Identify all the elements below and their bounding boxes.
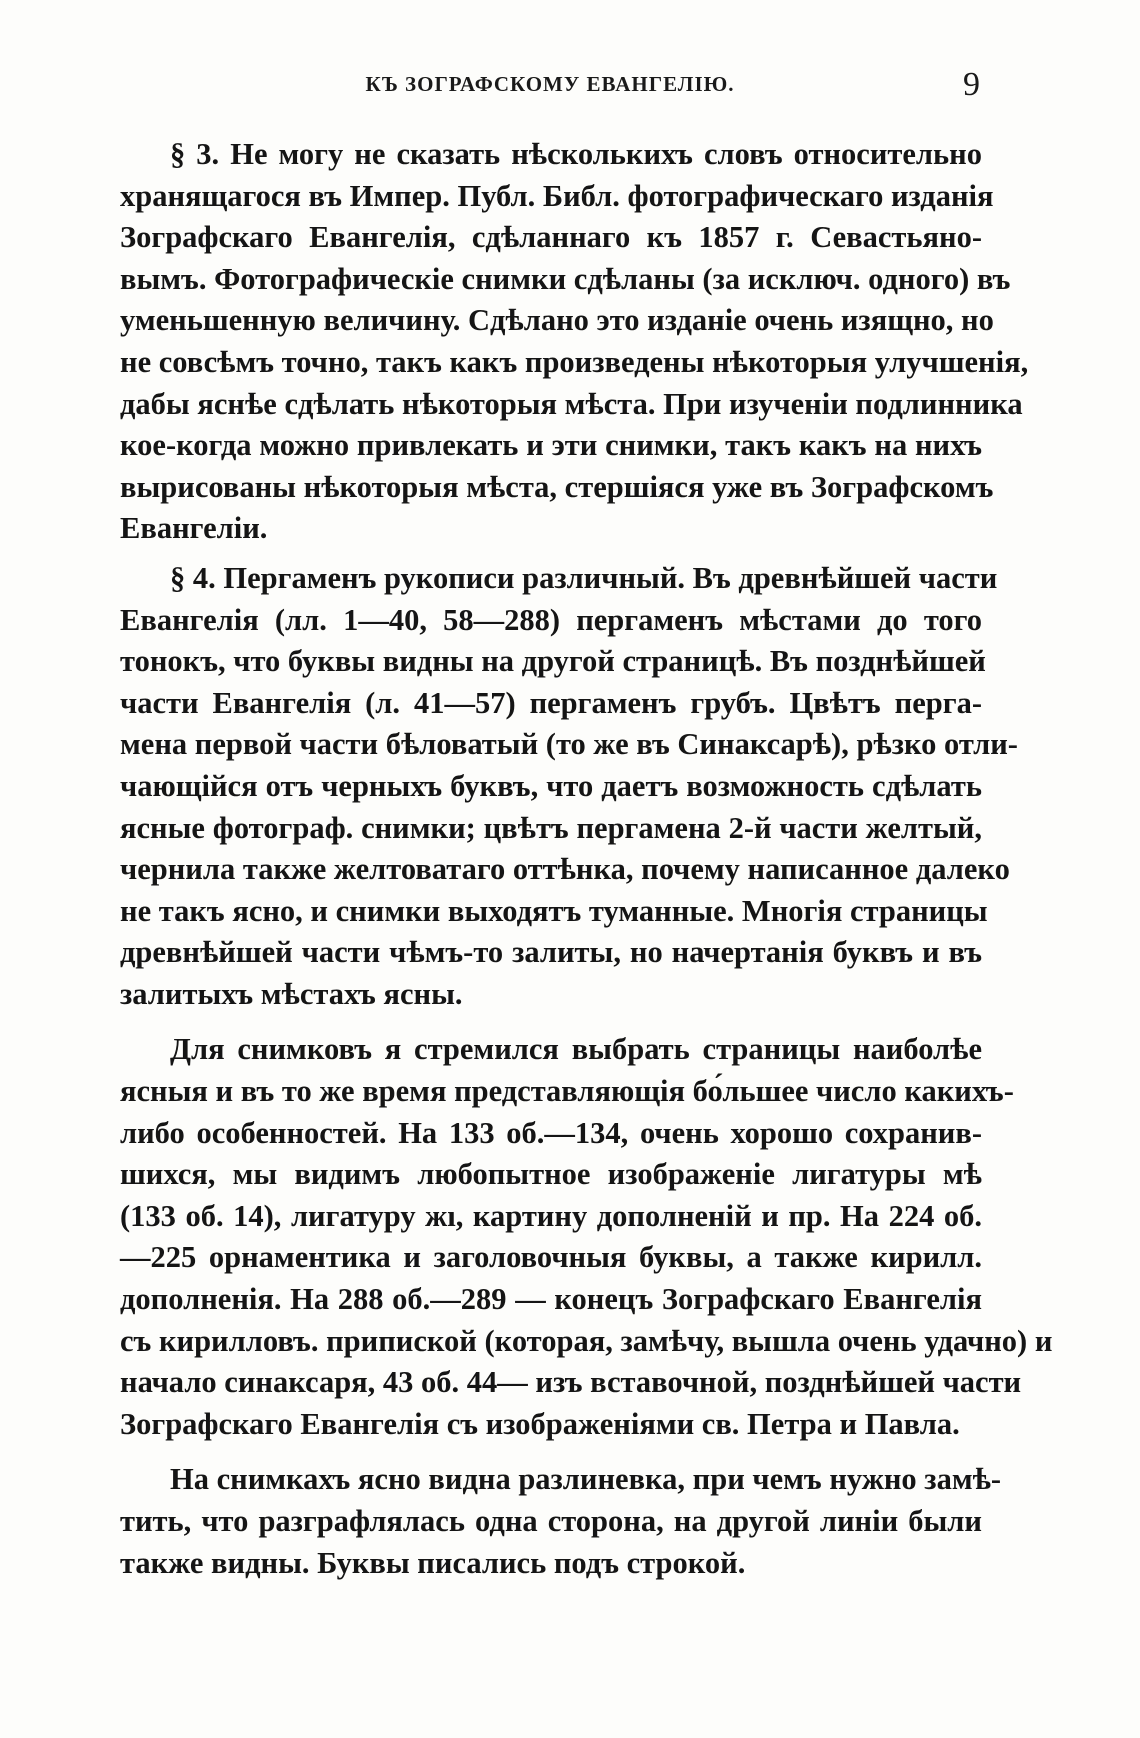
text-line: кое-когда можно привлекать и эти снимки, такъ какъ на нихъ — [120, 428, 982, 463]
text-line: уменьшенную величину. Сдѣлано это изданіе очень изящно, но — [120, 303, 994, 338]
text-line: дополненія. На 288 об.—289 — конецъ Зографскаго Евангелія — [120, 1282, 982, 1317]
text-line: не совсѣмъ точно, такъ какъ произведены нѣкоторыя улучшенія, — [120, 344, 1029, 379]
text-line: также видны. Буквы писались подъ строкой. — [120, 1545, 746, 1580]
text-line: чающійся отъ черныхъ буквъ, что даетъ возможность сдѣлать — [120, 768, 982, 803]
text-line: § 3. Не могу не сказать нѣсколькихъ словъ относительно — [170, 137, 982, 171]
text-line: Зографскаго Евангелія съ изображеніями св. Петра и Павла. — [120, 1406, 960, 1441]
text-line: начало синаксаря, 43 об. 44— изъ вставочной, позднѣйшей части — [120, 1365, 1022, 1400]
paragraph-snapshots — [120, 1029, 1053, 1445]
text-line: ясные фотограф. снимки; цвѣтъ пергамена 2-й части желтый, — [120, 810, 982, 845]
text-line: залитыхъ мѣстахъ ясны. — [120, 976, 463, 1011]
text-line: хранящагося въ Импер. Публ. Библ. фотографическаго изданія — [120, 178, 994, 213]
text-line: части Евангелія (л. 41—57) пергаменъ грубъ. Цвѣтъ перга- — [120, 685, 982, 720]
text-line: Зографскаго Евангелія, сдѣланнаго къ 1857 г. Севастьяно- — [120, 220, 982, 255]
text-line: съ кирилловъ. припиской (которая, замѣчу, вышла очень удачно) и — [120, 1323, 1053, 1358]
text-line: мена первой части бѣловатый (то же въ Синаксарѣ), рѣзко отли- — [120, 727, 1018, 762]
text-line: (133 об. 14), лигатуру жı, картину дополненій и пр. На 224 об. — [120, 1198, 982, 1233]
text-line: Евангелія (лл. 1—40, 58—288) пергаменъ мѣстами до того — [120, 602, 982, 637]
page-header — [120, 66, 980, 106]
text-line: вымъ. Фотографическіе снимки сдѣланы (за исключ. одного) въ — [120, 261, 1011, 296]
text-line: § 4. Пергаменъ рукописи различный. Въ древнѣйшей части — [170, 560, 998, 595]
text-line: тить, что разграфлялась одна сторона, на другой линіи были — [120, 1504, 982, 1538]
text-line: —225 орнаментика и заголовочныя буквы, а также кирилл. — [120, 1240, 982, 1275]
text-line: ясныя и въ то же время представляющія бо́льшее число какихъ- — [120, 1074, 1014, 1109]
paragraph-section-3 — [120, 134, 1029, 550]
text-line: либо особенностей. На 133 об.—134, очень хорошо сохранив- — [120, 1115, 982, 1150]
text-line: не такъ ясно, и снимки выходятъ туманные. Многія страницы — [120, 893, 988, 928]
text-line: На снимкахъ ясно видна разлиневка, при чемъ нужно замѣ- — [170, 1462, 1002, 1497]
body-text — [120, 134, 1053, 1598]
paragraph-ruling — [120, 1459, 1002, 1584]
paragraph-section-4 — [120, 558, 1018, 1016]
running-title: КЪ ЗОГРАФСКОМУ ЕВАНГЕЛІЮ. — [365, 72, 735, 96]
text-line: шихся, мы видимъ любопытное изображеніе лигатуры мѣ — [120, 1157, 982, 1192]
text-line: Для снимковъ я стремился выбрать страницы наиболѣе — [170, 1032, 982, 1067]
page-number: 9 — [963, 66, 980, 103]
text-line: древнѣйшей части чѣмъ-то залиты, но начертанія буквъ и въ — [120, 935, 982, 970]
text-line: дабы яснѣе сдѣлать нѣкоторыя мѣста. При изученіи подлинника — [120, 386, 1023, 421]
text-line: тонокъ, что буквы видны на другой страницѣ. Въ позднѣйшей — [120, 644, 986, 679]
text-line: чернила также желтоватаго оттѣнка, почему написанное далеко — [120, 852, 1010, 887]
text-line: Евангеліи. — [120, 511, 268, 546]
text-line: вырисованы нѣкоторыя мѣста, стершіяся уже въ Зографскомъ — [120, 469, 994, 504]
